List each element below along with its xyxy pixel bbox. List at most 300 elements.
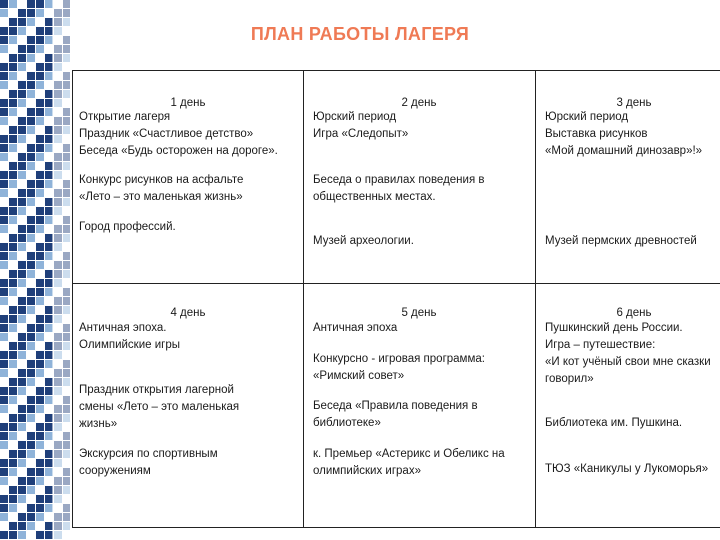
mosaic-tile [9, 333, 17, 341]
mosaic-tile [9, 117, 17, 125]
mosaic-tile [36, 153, 44, 161]
mosaic-tile [36, 117, 44, 125]
mosaic-tile [36, 171, 44, 179]
mosaic-tile [27, 369, 35, 377]
mosaic-tile [9, 396, 17, 404]
mosaic-tile [9, 459, 17, 467]
activity: к. Премьер «Астерикс и Обеликс на олимпийских играх» [313, 448, 505, 477]
mosaic-tile [0, 441, 8, 449]
mosaic-tile [27, 522, 35, 530]
mosaic-tile [27, 243, 35, 251]
mosaic-tile [0, 288, 8, 296]
mosaic-tile [0, 207, 8, 215]
mosaic-tile [0, 414, 8, 422]
mosaic-tile [36, 522, 44, 530]
mosaic-tile [36, 261, 44, 269]
activity: Античная эпоха. [79, 322, 167, 334]
mosaic-tile [9, 162, 17, 170]
activity: Игра «Следопыт» [313, 128, 409, 140]
mosaic-tile [45, 486, 53, 494]
mosaic-tile [45, 0, 53, 8]
mosaic-tile [18, 252, 26, 260]
mosaic-tile [0, 324, 8, 332]
mosaic-tile [0, 198, 8, 206]
mosaic-tile [45, 108, 53, 116]
mosaic-tile [9, 306, 17, 314]
decorative-mosaic-border [0, 0, 70, 540]
mosaic-tile [27, 153, 35, 161]
mosaic-tile [36, 234, 44, 242]
mosaic-tile [36, 477, 44, 485]
mosaic-tile [45, 45, 53, 53]
mosaic-tile [27, 81, 35, 89]
day-heading: 4 день [170, 307, 206, 319]
mosaic-tile [18, 495, 26, 503]
mosaic-tile [18, 207, 26, 215]
mosaic-tile [0, 513, 8, 521]
mosaic-tile [36, 198, 44, 206]
mosaic-tile [18, 81, 26, 89]
mosaic-tile [18, 108, 26, 116]
mosaic-tile [9, 45, 17, 53]
mosaic-tile [18, 297, 26, 305]
mosaic-tile [0, 270, 8, 278]
day-heading: 1 день [170, 97, 206, 109]
mosaic-tile [18, 162, 26, 170]
mosaic-tile [18, 459, 26, 467]
mosaic-tile [9, 360, 17, 368]
mosaic-tile [9, 0, 17, 8]
mosaic-tile [27, 72, 35, 80]
mosaic-tile [0, 63, 8, 71]
activity: Беседа «Правила поведения в библиотеке» [313, 400, 478, 429]
mosaic-tile [27, 423, 35, 431]
activity: Конкурс рисунков на асфальте [79, 174, 244, 186]
mosaic-tile [9, 225, 17, 233]
mosaic-tile [18, 234, 26, 242]
mosaic-tile [27, 261, 35, 269]
activity: «И кот учёный свои мне сказки [545, 356, 711, 368]
mosaic-tile [0, 144, 8, 152]
mosaic-tile [36, 162, 44, 170]
mosaic-tile [9, 270, 17, 278]
mosaic-tile [18, 306, 26, 314]
mosaic-tile [0, 423, 8, 431]
mosaic-tile [0, 243, 8, 251]
mosaic-tile [27, 9, 35, 17]
mosaic-tile [45, 513, 53, 521]
mosaic-tile [36, 468, 44, 476]
mosaic-tile [36, 0, 44, 8]
mosaic-tile [0, 54, 8, 62]
mosaic-tile [18, 261, 26, 269]
mosaic-tile [18, 63, 26, 71]
mosaic-tile [9, 522, 17, 530]
activity: Беседа о правилах поведения в [313, 174, 485, 186]
mosaic-tile [18, 513, 26, 521]
mosaic-tile [18, 477, 26, 485]
mosaic-tile [45, 54, 53, 62]
mosaic-tile [36, 90, 44, 98]
mosaic-tile [36, 513, 44, 521]
mosaic-tile [9, 477, 17, 485]
mosaic-tile [27, 324, 35, 332]
mosaic-tile [36, 9, 44, 17]
mosaic-tile [27, 441, 35, 449]
mosaic-tile [27, 306, 35, 314]
mosaic-tile [45, 504, 53, 512]
mosaic-tile [45, 198, 53, 206]
mosaic-tile [36, 333, 44, 341]
mosaic-tile [18, 126, 26, 134]
activity: Праздник открытия лагерной смены «Лето – это маленькая жизнь» [79, 384, 240, 430]
column-divider [303, 71, 304, 527]
mosaic-tile [0, 45, 8, 53]
mosaic-tile [0, 297, 8, 305]
mosaic-tile [36, 72, 44, 80]
mosaic-tile [0, 315, 8, 323]
mosaic-tile [0, 369, 8, 377]
mosaic-tile [9, 252, 17, 260]
mosaic-tile [27, 315, 35, 323]
activity: Библиотека им. Пушкина. [545, 417, 683, 429]
mosaic-tile [45, 207, 53, 215]
mosaic-tile [0, 162, 8, 170]
activity: ТЮЗ «Каникулы у Лукоморья» [545, 463, 709, 475]
mosaic-tile [36, 351, 44, 359]
activity: говорил» [545, 373, 594, 385]
mosaic-tile [45, 342, 53, 350]
activity: Беседа «Будь осторожен на дороге». [79, 145, 278, 157]
mosaic-tile [36, 495, 44, 503]
mosaic-tile [18, 72, 26, 80]
activity: Город профессий. [79, 221, 176, 233]
activity: общественных местах. [313, 191, 436, 203]
mosaic-tile [36, 306, 44, 314]
mosaic-tile [18, 441, 26, 449]
mosaic-tile [45, 171, 53, 179]
mosaic-tile [45, 351, 53, 359]
mosaic-tile [18, 468, 26, 476]
mosaic-tile [9, 504, 17, 512]
mosaic-tile [45, 243, 53, 251]
mosaic-tile [9, 171, 17, 179]
activity: Экскурсия по спортивным сооружениям [79, 448, 218, 477]
mosaic-tile [0, 171, 8, 179]
mosaic-tile [45, 153, 53, 161]
mosaic-tile [45, 9, 53, 17]
mosaic-tile [27, 333, 35, 341]
mosaic-tile [45, 144, 53, 152]
mosaic-tile [0, 504, 8, 512]
mosaic-tile [9, 108, 17, 116]
mosaic-tile [18, 324, 26, 332]
mosaic-tile [27, 63, 35, 71]
mosaic-tile [36, 432, 44, 440]
mosaic-tile [45, 531, 53, 539]
mosaic-tile [36, 54, 44, 62]
mosaic-tile [0, 0, 8, 8]
mosaic-tile [36, 135, 44, 143]
mosaic-tile [9, 531, 17, 539]
mosaic-tile [45, 135, 53, 143]
mosaic-tile [27, 108, 35, 116]
mosaic-tile [9, 90, 17, 98]
mosaic-tile [45, 297, 53, 305]
mosaic-tile [0, 90, 8, 98]
mosaic-tile [0, 522, 8, 530]
mosaic-tile [0, 135, 8, 143]
mosaic-tile [0, 360, 8, 368]
mosaic-tile [45, 360, 53, 368]
mosaic-tile [45, 396, 53, 404]
mosaic-tile [9, 450, 17, 458]
mosaic-tile [36, 315, 44, 323]
mosaic-tile [36, 288, 44, 296]
mosaic-tile [45, 450, 53, 458]
mosaic-tile [18, 387, 26, 395]
mosaic-tile [9, 216, 17, 224]
mosaic-tile [18, 189, 26, 197]
mosaic-tile [27, 459, 35, 467]
mosaic-tile [36, 279, 44, 287]
mosaic-tile [18, 279, 26, 287]
mosaic-tile [45, 468, 53, 476]
mosaic-tile [27, 198, 35, 206]
mosaic-tile [27, 495, 35, 503]
mosaic-tile [45, 432, 53, 440]
mosaic-tile [0, 99, 8, 107]
mosaic-tile [18, 369, 26, 377]
mosaic-tile [36, 441, 44, 449]
mosaic-tile [45, 162, 53, 170]
mosaic-tile [0, 72, 8, 80]
mosaic-tile [9, 441, 17, 449]
activity: Игра – путешествие: [545, 339, 656, 351]
mosaic-tile [45, 495, 53, 503]
mosaic-tile [45, 459, 53, 467]
mosaic-tile [0, 153, 8, 161]
mosaic-tile [0, 405, 8, 413]
mosaic-tile [27, 387, 35, 395]
mosaic-tile [0, 477, 8, 485]
mosaic-tile [18, 378, 26, 386]
mosaic-tile [36, 423, 44, 431]
mosaic-tile [27, 396, 35, 404]
mosaic-tile [9, 261, 17, 269]
mosaic-tile [9, 207, 17, 215]
mosaic-tile [18, 504, 26, 512]
mosaic-tile [27, 531, 35, 539]
mosaic-tile [45, 126, 53, 134]
mosaic-tile [36, 369, 44, 377]
mosaic-tile [0, 459, 8, 467]
activity: Юрский период [313, 111, 397, 123]
mosaic-tile [9, 387, 17, 395]
mosaic-tile [9, 324, 17, 332]
mosaic-tile [36, 189, 44, 197]
mosaic-tile [27, 99, 35, 107]
mosaic-tile [45, 252, 53, 260]
mosaic-tile [9, 378, 17, 386]
activity: Конкурсно - игровая программа: [313, 353, 485, 365]
mosaic-tile [45, 405, 53, 413]
mosaic-tile [0, 81, 8, 89]
mosaic-tile [9, 423, 17, 431]
mosaic-tile [0, 261, 8, 269]
mosaic-tile [45, 225, 53, 233]
mosaic-tile [36, 225, 44, 233]
mosaic-tile [9, 495, 17, 503]
mosaic-tile [36, 504, 44, 512]
mosaic-tile [45, 387, 53, 395]
mosaic-tile [0, 486, 8, 494]
mosaic-tile [18, 423, 26, 431]
mosaic-tile [18, 45, 26, 53]
day-heading: 6 день [616, 307, 652, 319]
mosaic-tile [27, 216, 35, 224]
mosaic-tile [36, 486, 44, 494]
mosaic-tile [36, 360, 44, 368]
mosaic-tile [36, 270, 44, 278]
mosaic-tile [0, 108, 8, 116]
page-title: ПЛАН РАБОТЫ ЛАГЕРЯ [250, 24, 470, 44]
mosaic-tile [27, 288, 35, 296]
mosaic-tile [36, 342, 44, 350]
mosaic-tile [9, 342, 17, 350]
mosaic-tile [27, 135, 35, 143]
column-divider [535, 71, 536, 527]
mosaic-tile [27, 378, 35, 386]
mosaic-tile [0, 378, 8, 386]
mosaic-tile [27, 162, 35, 170]
mosaic-tile [9, 513, 17, 521]
mosaic-tile [36, 108, 44, 116]
activity: Юрский период [545, 111, 629, 123]
mosaic-tile [18, 315, 26, 323]
mosaic-tile [9, 369, 17, 377]
mosaic-tile [45, 522, 53, 530]
mosaic-tile [18, 180, 26, 188]
mosaic-tile [18, 522, 26, 530]
mosaic-tile [0, 351, 8, 359]
mosaic-tile [9, 126, 17, 134]
mosaic-tile [18, 9, 26, 17]
mosaic-tile [27, 342, 35, 350]
mosaic-tile [18, 0, 26, 8]
mosaic-tile [18, 117, 26, 125]
mosaic-tile [9, 405, 17, 413]
mosaic-tile [0, 126, 8, 134]
mosaic-tile [18, 333, 26, 341]
mosaic-tile [0, 117, 8, 125]
mosaic-tile [45, 333, 53, 341]
mosaic-pattern [0, 0, 70, 540]
mosaic-tile [18, 396, 26, 404]
mosaic-tile [27, 225, 35, 233]
activity: «Лето – это маленькая жизнь» [79, 191, 243, 203]
mosaic-tile [36, 126, 44, 134]
mosaic-tile [0, 279, 8, 287]
mosaic-tile [36, 378, 44, 386]
mosaic-tile [18, 243, 26, 251]
mosaic-tile [27, 297, 35, 305]
schedule-table [72, 70, 720, 528]
mosaic-tile [9, 432, 17, 440]
activity: Открытие лагеря [79, 111, 171, 123]
mosaic-tile [9, 315, 17, 323]
activity: Праздник «Счастливое детство» [79, 128, 254, 140]
mosaic-tile [27, 180, 35, 188]
mosaic-tile [36, 531, 44, 539]
mosaic-tile [18, 432, 26, 440]
day-heading: 3 день [616, 97, 652, 109]
mosaic-tile [18, 486, 26, 494]
mosaic-tile [9, 198, 17, 206]
mosaic-tile [9, 288, 17, 296]
mosaic-tile [9, 81, 17, 89]
activity: Античная эпоха [313, 322, 398, 334]
mosaic-tile [45, 180, 53, 188]
activity: Пушкинский день России. [545, 322, 683, 334]
mosaic-tile [36, 459, 44, 467]
mosaic-tile [18, 342, 26, 350]
mosaic-tile [45, 90, 53, 98]
mosaic-tile [27, 144, 35, 152]
mosaic-tile [9, 9, 17, 17]
mosaic-tile [9, 180, 17, 188]
mosaic-tile [18, 531, 26, 539]
mosaic-tile [45, 369, 53, 377]
mosaic-tile [36, 81, 44, 89]
mosaic-tile [18, 99, 26, 107]
day-heading: 2 день [401, 97, 437, 109]
mosaic-tile [36, 414, 44, 422]
mosaic-tile [0, 180, 8, 188]
activity: «Мой домашний динозавр»!» [545, 145, 703, 157]
mosaic-tile [27, 45, 35, 53]
activity: Выставка рисунков [545, 128, 648, 140]
mosaic-tile [9, 153, 17, 161]
mosaic-tile [27, 0, 35, 8]
mosaic-tile [0, 495, 8, 503]
mosaic-tile [45, 117, 53, 125]
mosaic-tile [18, 351, 26, 359]
mosaic-tile [9, 279, 17, 287]
mosaic-tile [18, 171, 26, 179]
mosaic-tile [36, 297, 44, 305]
mosaic-tile [18, 360, 26, 368]
mosaic-tile [45, 216, 53, 224]
mosaic-tile [36, 63, 44, 71]
mosaic-tile [45, 234, 53, 242]
mosaic-tile [9, 144, 17, 152]
mosaic-tile [0, 342, 8, 350]
mosaic-tile [0, 333, 8, 341]
activity: «Римский совет» [313, 370, 405, 382]
mosaic-tile [27, 189, 35, 197]
mosaic-tile [45, 315, 53, 323]
mosaic-tile [36, 396, 44, 404]
mosaic-tile [18, 54, 26, 62]
day-heading: 5 день [401, 307, 437, 319]
mosaic-tile [27, 468, 35, 476]
mosaic-tile [36, 387, 44, 395]
mosaic-tile [27, 486, 35, 494]
mosaic-tile [27, 513, 35, 521]
mosaic-tile [27, 504, 35, 512]
mosaic-tile [18, 135, 26, 143]
